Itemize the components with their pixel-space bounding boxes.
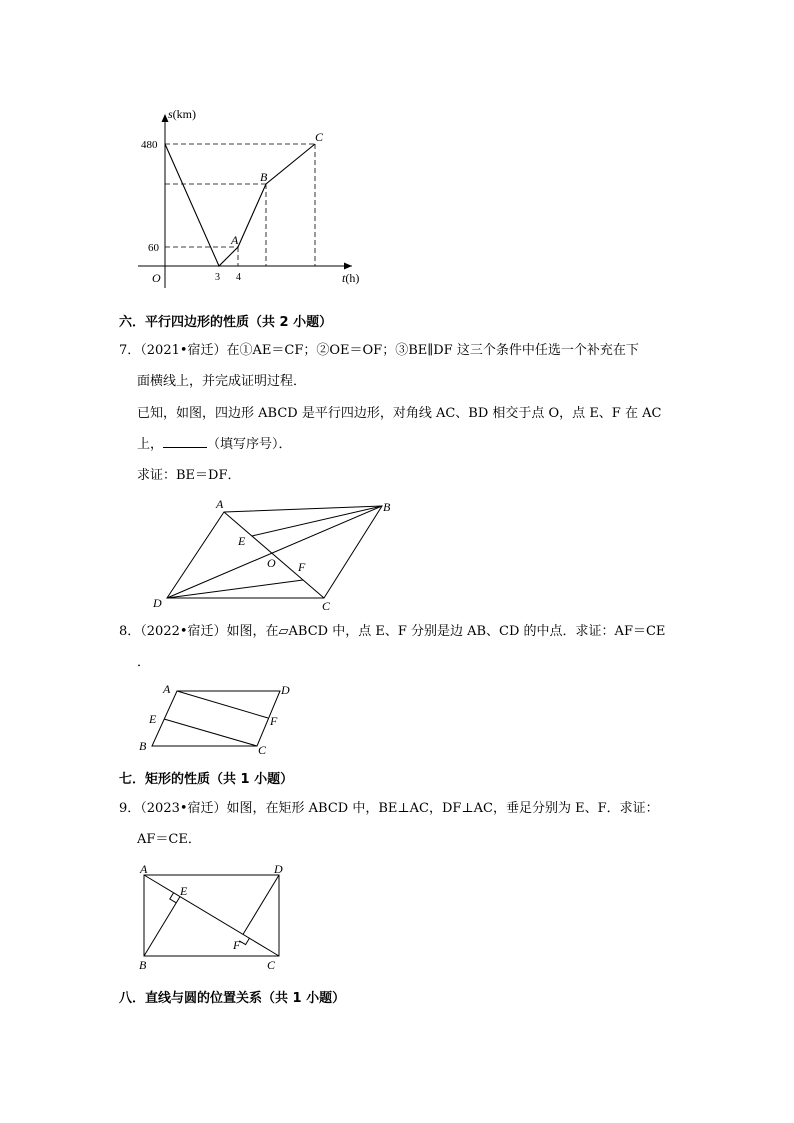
segment-df	[243, 875, 279, 934]
x-tick-4: 4	[236, 272, 241, 283]
q8-line-2: ．	[137, 655, 151, 670]
label-c: C	[322, 599, 331, 613]
q8-line-1: 8．（2022•宿迁）如图，在▱ABCD 中，点 E、F 分别是边 AB、CD 的中点．求证：AF＝CE	[119, 624, 666, 639]
segment-be	[144, 897, 180, 956]
q7-line-2: 面横线上，并完成证明过程．	[137, 374, 307, 389]
x-axis-arrow	[344, 263, 352, 270]
point-label-b: B	[260, 170, 268, 184]
segment-ec	[164, 719, 257, 746]
label-e: E	[149, 712, 157, 726]
section-8-title: 八．直线与圆的位置关系（共 1 小题）	[119, 991, 346, 1006]
distance-time-graph	[120, 100, 380, 300]
origin-label: O	[152, 271, 161, 285]
point-label-a: A	[231, 233, 239, 247]
label-a: A	[140, 862, 148, 876]
segment-af	[177, 691, 268, 718]
x-axis-label: t(h)	[342, 271, 360, 285]
label-b: B	[139, 958, 147, 972]
label-e: E	[180, 884, 188, 898]
q9-line-1: 9．（2023•宿迁）如图，在矩形 ABCD 中，BE⊥AC，DF⊥AC，垂足分别为 E、F．求证：	[119, 801, 659, 816]
label-o: O	[267, 556, 276, 570]
q7-line-3: 已知，如图，四边形 ABCD 是平行四边形，对角线 AC、BD 相交于点 O，点 E、F 在 AC	[137, 406, 662, 421]
y-tick-60: 60	[148, 242, 159, 254]
parallelogram-abcd	[152, 691, 280, 746]
label-d: D	[281, 683, 290, 697]
q9-rectangle-figure	[130, 858, 295, 976]
section-6-title: 六．平行四边形的性质（共 2 小题）	[119, 315, 333, 330]
q7-line-4-prefix: 上，	[137, 437, 164, 452]
q7-line-4	[137, 435, 292, 455]
answer-blank[interactable]	[163, 435, 207, 448]
label-c: C	[258, 743, 267, 757]
q7-line-1: 7．（2021•宿迁）在①AE＝CF；②OE＝OF；③BE∥DF 这三个条件中任选一个补充在下	[119, 343, 639, 358]
y-tick-480: 480	[141, 139, 158, 151]
q9-line-2: AF＝CE．	[137, 832, 201, 847]
diagonal-ac	[144, 875, 279, 956]
x-tick-3: 3	[215, 272, 220, 283]
q8-parallelogram-figure	[130, 678, 305, 760]
label-b: B	[139, 739, 147, 753]
label-f: F	[233, 938, 241, 952]
label-d: D	[274, 862, 283, 876]
label-f: F	[270, 714, 278, 728]
label-b: B	[383, 500, 391, 514]
label-f: F	[298, 560, 306, 574]
graph-line	[165, 144, 315, 266]
label-a: A	[216, 497, 224, 511]
label-e: E	[238, 534, 246, 548]
q7-line-5: 求证：BE＝DF．	[137, 468, 241, 483]
diagonal-ac	[224, 512, 324, 598]
section-7-title: 七．矩形的性质（共 1 小题）	[119, 772, 294, 787]
label-a: A	[163, 682, 171, 696]
label-d: D	[153, 596, 162, 610]
q7-parallelogram-figure	[145, 492, 405, 617]
point-label-c: C	[315, 130, 324, 144]
q7-line-4-suffix: （填写序号）．	[207, 437, 292, 452]
right-angle-mark-f	[239, 938, 249, 944]
label-c: C	[267, 958, 276, 972]
y-axis-label: s(km)	[168, 107, 196, 121]
